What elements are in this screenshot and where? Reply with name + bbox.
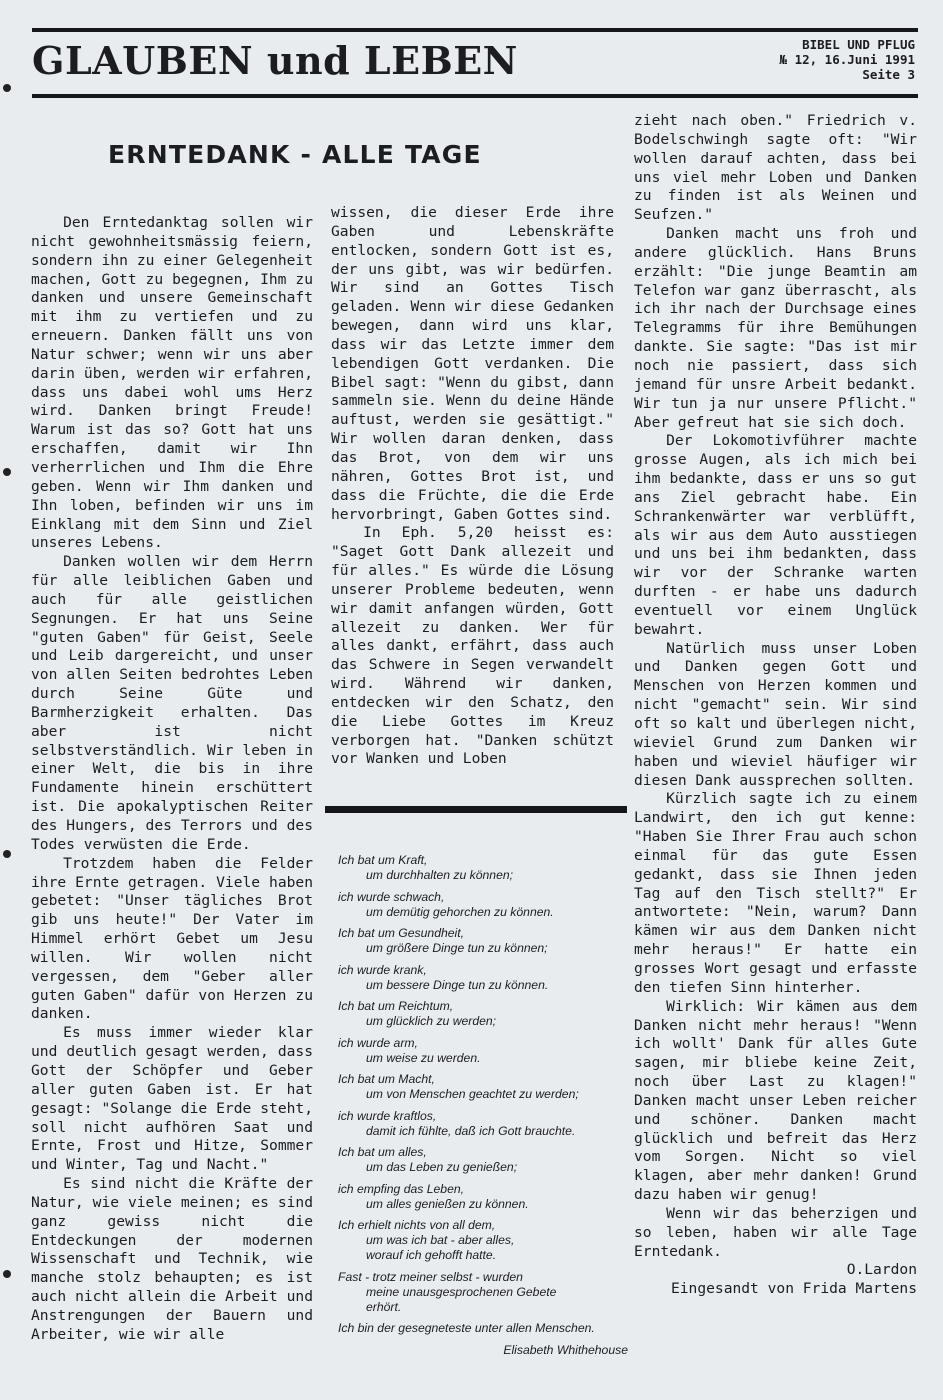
paragraph: Wirklich: Wir kämen aus dem Danken nicht mehr heraus! "Wenn ich wollt' Dank für alles Gute sagen, mir bliebe keine Zeit, noch über Last zu klagen!" Danken macht unser Leben reicher und schöner. Danken macht glücklich und befreit das Herz vom Sorgen. Nicht so viel klagen, aber mehr danken! Grund dazu haben wir genug!: [634, 997, 917, 1204]
paragraph: Natürlich muss unser Loben und Danken gegen Gott und Menschen von Herzen kommen und nicht "gemacht" sein. Wir sind oft so kalt und überlegen nicht, wieviel Grund zum Danken wir haben und wieviel häufiger wir diesen Dank aussprechen sollten.: [634, 639, 917, 789]
submitted-by: Eingesandt von Frida Martens: [670, 1280, 917, 1298]
poem-line: damit ich fühlte, daß ich Gott brauchte.: [366, 1123, 576, 1138]
paragraph: Kürzlich sagte ich zu einem Landwirt, den ich gut kenne: "Haben Sie Ihrer Frau auch schon einmal für das gute Essen gedankt, dass sie Ihnen jeden Tag auf den Tisch stellt?" Er antwortete: "Nein, warum? Dann kämen wir aus dem Danken nicht mehr heraus!" Er hatte ein grosses Wort gesagt und erfasste den tiefen Sinn hinterher.: [634, 790, 917, 996]
poem-divider-rule: [325, 806, 627, 813]
article-column-3: [634, 112, 917, 1299]
masthead: GLAUBEN und LEBEN: [32, 38, 518, 83]
poem-line: Ich bin der gesegneteste unter allen Menschen.: [338, 1321, 595, 1335]
paragraph: Wenn wir das beherzigen und so leben, haben wir alle Tage Erntedank.: [634, 1204, 917, 1260]
poem-line: erhört.: [366, 1299, 402, 1314]
punch-hole-mark: [3, 1270, 11, 1278]
punch-hole-mark: [3, 84, 11, 92]
poem-line: um demütig gehorchen zu können.: [366, 904, 554, 919]
poem-stanza: [338, 963, 628, 993]
paragraph: Danken macht uns froh und andere glücklich. Hans Bruns erzählt: "Die junge Beamtin am Telefon war ganz überrascht, als ich ihr nach der Durchsage eines Telegramms für ihre Bemühungen dankte. Sie sagte: "Das ist mir noch nie passiert, dass sich jemand für unsre Arbeit bedankt. Wir tun ja nur unsere Pflicht." Aber gefreut hat sie sich doch.: [634, 225, 917, 431]
header-top-rule: [32, 28, 918, 32]
signature: O.Lardon: [846, 1261, 917, 1279]
poem-stanza: [338, 1036, 628, 1066]
paper-name: BIBEL UND PFLUG: [802, 37, 915, 52]
poem-line: um das Leben zu genießen;: [366, 1160, 518, 1174]
poem-stanza: [338, 890, 628, 920]
poem-line: Ich erhielt nichts von all dem,: [338, 1218, 496, 1232]
poem-line: um glücklich zu werden;: [366, 1014, 497, 1028]
paragraph: Der Lokomotivführer machte grosse Augen, als ich mich bei ihm bedankte, dass er uns so gut ans Ziel gebracht habe. Ein Schrankenwärter war verblüfft, als wir aus dem Auto ausstiegen und uns bei ihm bedankten, dass wir vor der Schranke warten durften - er habe uns dadurch eventuell vor einem Unglück bewahrt.: [634, 432, 917, 638]
punch-hole-mark: [3, 468, 11, 476]
poem-line: um weise zu werden.: [366, 1050, 481, 1065]
issue-number: № 12, 16.Juni 1991: [779, 52, 915, 67]
poem: [338, 853, 628, 1358]
poem-line: Ich bat um Macht,: [338, 1072, 435, 1086]
article-column-2: [331, 204, 614, 769]
poem-stanza: [338, 853, 628, 883]
poem-line: ich wurde kraftlos,: [338, 1108, 437, 1123]
poem-line: worauf ich gehofft hatte.: [366, 1248, 497, 1262]
paragraph: Es muss immer wieder klar und deutlich gesagt werden, dass Gott der Schöpfer und Geber aller guten Gaben ist. Er hat gesagt: "Solange die Erde steht, soll nicht aufhören Saat und Ernte, Frost und Hitze, Sommer und Winter, Tag und Nacht.": [31, 1024, 313, 1174]
paragraph: Es sind nicht die Kräfte der Natur, wie viele meinen; es sind ganz gewiss nicht die Entdeckungen der modernen Wissenschaft und Technik, wie manche stolz behaupten; es ist auch nicht allein die Arbeit und Anstrengungen der Bauern und Arbeiter, wie wir alle: [31, 1175, 313, 1343]
paragraph: Trotzdem haben die Felder ihre Ernte getragen. Viele haben gebetet: "Unser tägliches Brot gib uns heute!" Der Vater im Himmel erhört Gebet um Jesu willen. Wir wollen nicht vergessen, dem "Geber aller guten Gaben" dafür von Herzen zu danken.: [31, 854, 313, 1023]
poem-stanza: [338, 1218, 628, 1263]
page-number: Seite 3: [862, 67, 915, 82]
poem-stanza: [338, 999, 628, 1029]
poem-line: Ich bat um Reichtum,: [338, 999, 454, 1013]
poem-stanza: [338, 1072, 628, 1102]
punch-hole-mark: [3, 850, 11, 858]
poem-line: um alles genießen zu können.: [366, 1196, 529, 1211]
poem-stanza: [338, 1109, 628, 1139]
article-title: ERNTEDANK - ALLE TAGE: [108, 140, 482, 169]
poem-stanza: [338, 1270, 628, 1315]
poem-line: ich empfing das Leben,: [338, 1181, 465, 1196]
poem-line: Ich bat um alles,: [338, 1145, 427, 1159]
poem-line: Ich bat um Kraft,: [338, 853, 428, 867]
article-column-1: [31, 214, 313, 1345]
poem-author: Elisabeth Whithehouse: [503, 1342, 628, 1357]
poem-line: Ich bat um Gesundheit,: [338, 926, 465, 940]
poem-line: meine unausgesprochenen Gebete: [366, 1284, 557, 1299]
poem-stanza: [338, 1182, 628, 1212]
paragraph: In Eph. 5,20 heisst es: "Saget Gott Dank allezeit und für alles." Es würde die Lösung unserer Probleme bedeuten, wenn wir damit anfangen würden, Gott allezeit zu danken. Wer für alles dankt, erfährt, dass auch das Schwere in Segen verwandelt wird. Während wir danken, entdecken wir den Schatz, den die Liebe Gottes im Kreuz verborgen hat. "Danken schützt vor Wanken und Loben: [331, 524, 614, 768]
poem-line: um von Menschen geachtet zu werden;: [366, 1087, 579, 1101]
poem-line: Fast - trotz meiner selbst - wurden: [338, 1269, 523, 1284]
paragraph: wissen, die dieser Erde ihre Gaben und Lebenskräfte entlocken, sondern Gott ist es, der uns gibt, was wir bedürfen. Wir sind an Gottes Tisch geladen. Wenn wir diese Gedanken bewegen, dann wird uns klar, dass wir das Letzte immer dem lebendigen Gott verdanken. Die Bibel sagt: "Wenn du gibst, dann sammeln sie. Wenn du deine Hände auftust, werden sie gesättigt." Wir wollen daran denken, dass das Brot, von dem wir uns nähren, Gottes Brot ist, und dass die Früchte, die die Erde hervorbringt, Gaben Gottes sind.: [331, 204, 614, 523]
paragraph: Den Erntedanktag sollen wir nicht gewohnheitsmässig feiern, sondern ihn zu einer Gelegenheit machen, Gott zu begegnen, Ihm zu danken und unsere Gemeinschaft mit ihm zu vertiefen und zu erneuern. Danken fällt uns von Natur schwer; wenn wir uns aber darin üben, werden wir erfahren, dass uns dabei wohl ums Herz wird. Danken bringt Freude! Warum ist das so? Gott hat uns erschaffen, damit wir Ihn verherrlichen und Ihm die Ehre geben. Wenn wir Ihm danken und Ihn loben, befinden wir uns im Einklang mit dem Sinn und Ziel unseres Lebens.: [31, 214, 313, 552]
poem-stanza: [338, 1145, 628, 1175]
poem-line: um bessere Dinge tun zu können.: [366, 977, 549, 992]
poem-line: ich wurde krank,: [338, 962, 427, 977]
poem-line: um durchhalten zu können;: [366, 868, 514, 882]
poem-stanza: [338, 926, 628, 956]
poem-line: um größere Dinge tun zu können;: [366, 941, 548, 955]
paragraph: zieht nach oben." Friedrich v. Bodelschwingh sagte oft: "Wir wollen darauf achten, dass bei uns viel mehr Loben und Danken zu finden ist als Weinen und Seufzen.": [634, 112, 917, 224]
poem-stanza: [338, 1321, 628, 1336]
poem-line: ich wurde schwach,: [338, 889, 445, 904]
poem-line: ich wurde arm,: [338, 1035, 418, 1050]
header-bottom-rule: [32, 94, 918, 98]
paragraph: Danken wollen wir dem Herrn für alle leiblichen Gaben und auch für alle geistlichen Segnungen. Er hat uns Seine "guten Gaben" für Geist, Seele und Leib dargereicht, und unser von allen Seiten bedrohtes Leben durch Seine Güte und Barmherzigkeit erhalten. Das aber ist nicht selbstverständlich. Wir leben in einer Welt, die bis in ihre Fundamente hinein erschüttert ist. Die apokalyptischen Reiter des Hungers, des Terrors und des Todes verwüsten die Erde.: [31, 553, 313, 853]
poem-line: um was ich bat - aber alles,: [366, 1233, 515, 1247]
